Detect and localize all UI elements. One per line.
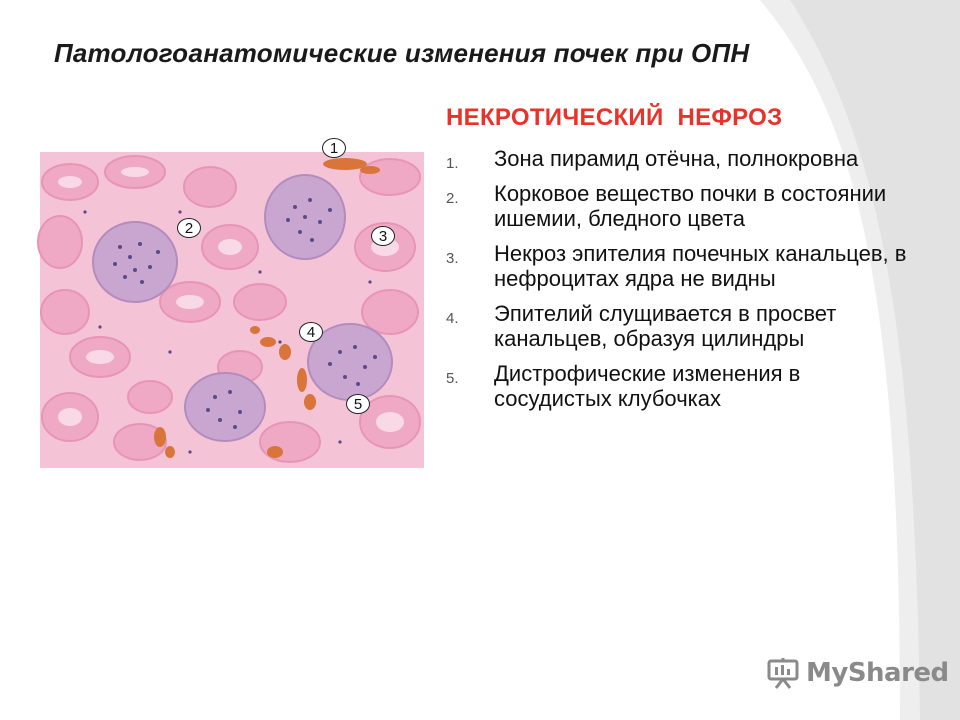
item-number: 5. (446, 370, 459, 387)
logo-text: MyShared (806, 658, 949, 688)
presentation-board-icon (766, 656, 800, 690)
item-text: Корковое вещество почки в состоянии ишемии, бледного цвета (494, 181, 887, 231)
list-item (446, 301, 916, 351)
myshared-logo[interactable] (766, 656, 949, 690)
findings-list (446, 146, 916, 421)
list-item (446, 181, 916, 231)
section-heading: НЕКРОТИЧЕСКИЙ НЕФРОЗ (446, 104, 783, 131)
item-text: Некроз эпителия почечных канальцев, в нефроцитах ядра не видны (494, 241, 907, 291)
item-number: 1. (446, 155, 459, 172)
item-number: 4. (446, 310, 459, 327)
histology-image (40, 140, 424, 468)
item-number: 2. (446, 190, 459, 207)
item-text: Зона пирамид отёчна, полнокровна (494, 146, 859, 171)
item-text: Дистрофические изменения в сосудистых клубочках (494, 361, 801, 411)
image-marker-4: 4 (299, 322, 323, 342)
image-marker-1: 1 (322, 138, 346, 158)
image-marker-3: 3 (371, 226, 395, 246)
image-marker-5: 5 (346, 394, 370, 414)
list-item (446, 146, 916, 171)
list-item (446, 241, 916, 291)
image-marker-2: 2 (177, 218, 201, 238)
slide-title: Патологоанатомические изменения почек при ОПН (54, 38, 750, 68)
item-text: Эпителий слущивается в просвет канальцев, образуя цилиндры (494, 301, 837, 351)
item-number: 3. (446, 250, 459, 267)
list-item (446, 361, 916, 411)
